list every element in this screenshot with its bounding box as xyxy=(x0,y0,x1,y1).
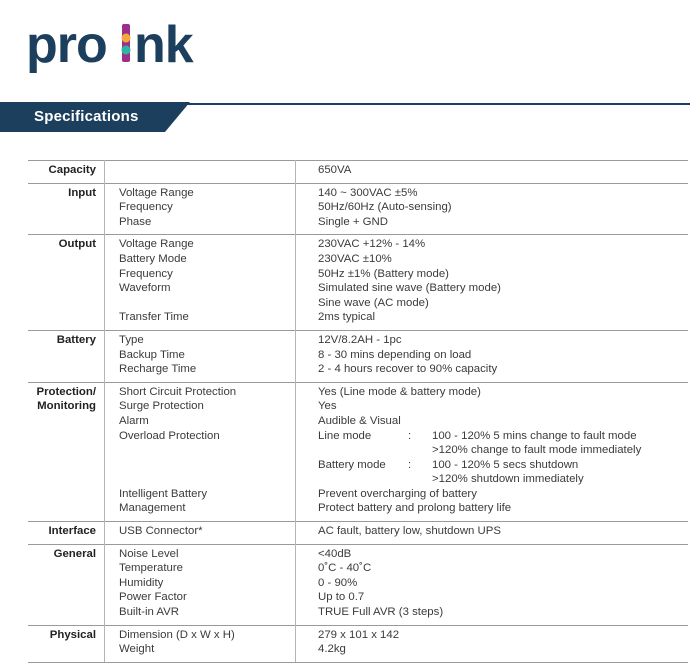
spec-row-output xyxy=(28,235,688,331)
spec-row-battery xyxy=(28,330,688,382)
spec-params: Voltage Range Battery Mode Frequency Waveform Transfer Time xyxy=(105,235,296,331)
spec-params: USB Connector* xyxy=(105,522,296,545)
spec-values: 279 x 101 x 142 4.2kg xyxy=(296,625,689,662)
section-title: Specifications xyxy=(34,108,139,125)
spec-row-interface xyxy=(28,522,688,545)
spec-values: Yes (Line mode & battery mode) Yes Audible & Visual Line mode : 100 - 120% 5 mins change to fault mode >120% change to fault mode immediately Battery mode : 100 - 120% 5 secs shutdown >120% shutdown immediately Prevent overcharging of battery Protect battery and prolong battery life xyxy=(296,382,689,521)
spec-row-protection xyxy=(28,382,688,521)
spec-values: 650VA xyxy=(296,161,689,184)
spec-category: Input xyxy=(28,183,105,235)
spec-params: Voltage Range Frequency Phase xyxy=(105,183,296,235)
spec-values: 230VAC +12% - 14% 230VAC ±10% 50Hz ±1% (Battery mode) Simulated sine wave (Battery mode) Sine wave (AC mode) 2ms typical xyxy=(296,235,689,331)
spec-params: Noise Level Temperature Humidity Power Factor Built-in AVR xyxy=(105,544,296,625)
svg-text:nk: nk xyxy=(134,16,193,74)
spec-category: Protection/ Monitoring xyxy=(28,382,105,521)
spec-row-capacity xyxy=(28,161,688,184)
spec-table xyxy=(28,160,688,663)
spec-values: 140 ~ 300VAC ±5% 50Hz/60Hz (Auto-sensing) Single + GND xyxy=(296,183,689,235)
spec-category: Output xyxy=(28,235,105,331)
banner-rule xyxy=(170,103,690,105)
spec-row-general xyxy=(28,544,688,625)
spec-category: Physical xyxy=(28,625,105,662)
spec-params: Dimension (D x W x H) Weight xyxy=(105,625,296,662)
spec-values: AC fault, battery low, shutdown UPS xyxy=(296,522,689,545)
section-banner xyxy=(0,102,700,132)
spec-category: General xyxy=(28,544,105,625)
spec-params xyxy=(105,161,296,184)
spec-values: <40dB 0˚C - 40˚C 0 - 90% Up to 0.7 TRUE Full AVR (3 steps) xyxy=(296,544,689,625)
prolink-logo xyxy=(26,10,246,80)
spec-category: Capacity xyxy=(28,161,105,184)
spec-values: 12V/8.2AH - 1pc 8 - 30 mins depending on load 2 - 4 hours recover to 90% capacity xyxy=(296,330,689,382)
spec-category: Interface xyxy=(28,522,105,545)
spec-params: Type Backup Time Recharge Time xyxy=(105,330,296,382)
overload-line-mode: Line mode : 100 - 120% 5 mins change to fault mode xyxy=(318,429,637,442)
spec-row-input xyxy=(28,183,688,235)
spec-category: Battery xyxy=(28,330,105,382)
spec-params: Short Circuit Protection Surge Protection Alarm Overload Protection Intelligent Battery Management xyxy=(105,382,296,521)
spec-row-physical xyxy=(28,625,688,662)
svg-text:pro: pro xyxy=(26,16,107,74)
overload-battery-mode: Battery mode : 100 - 120% 5 secs shutdown xyxy=(318,458,579,471)
